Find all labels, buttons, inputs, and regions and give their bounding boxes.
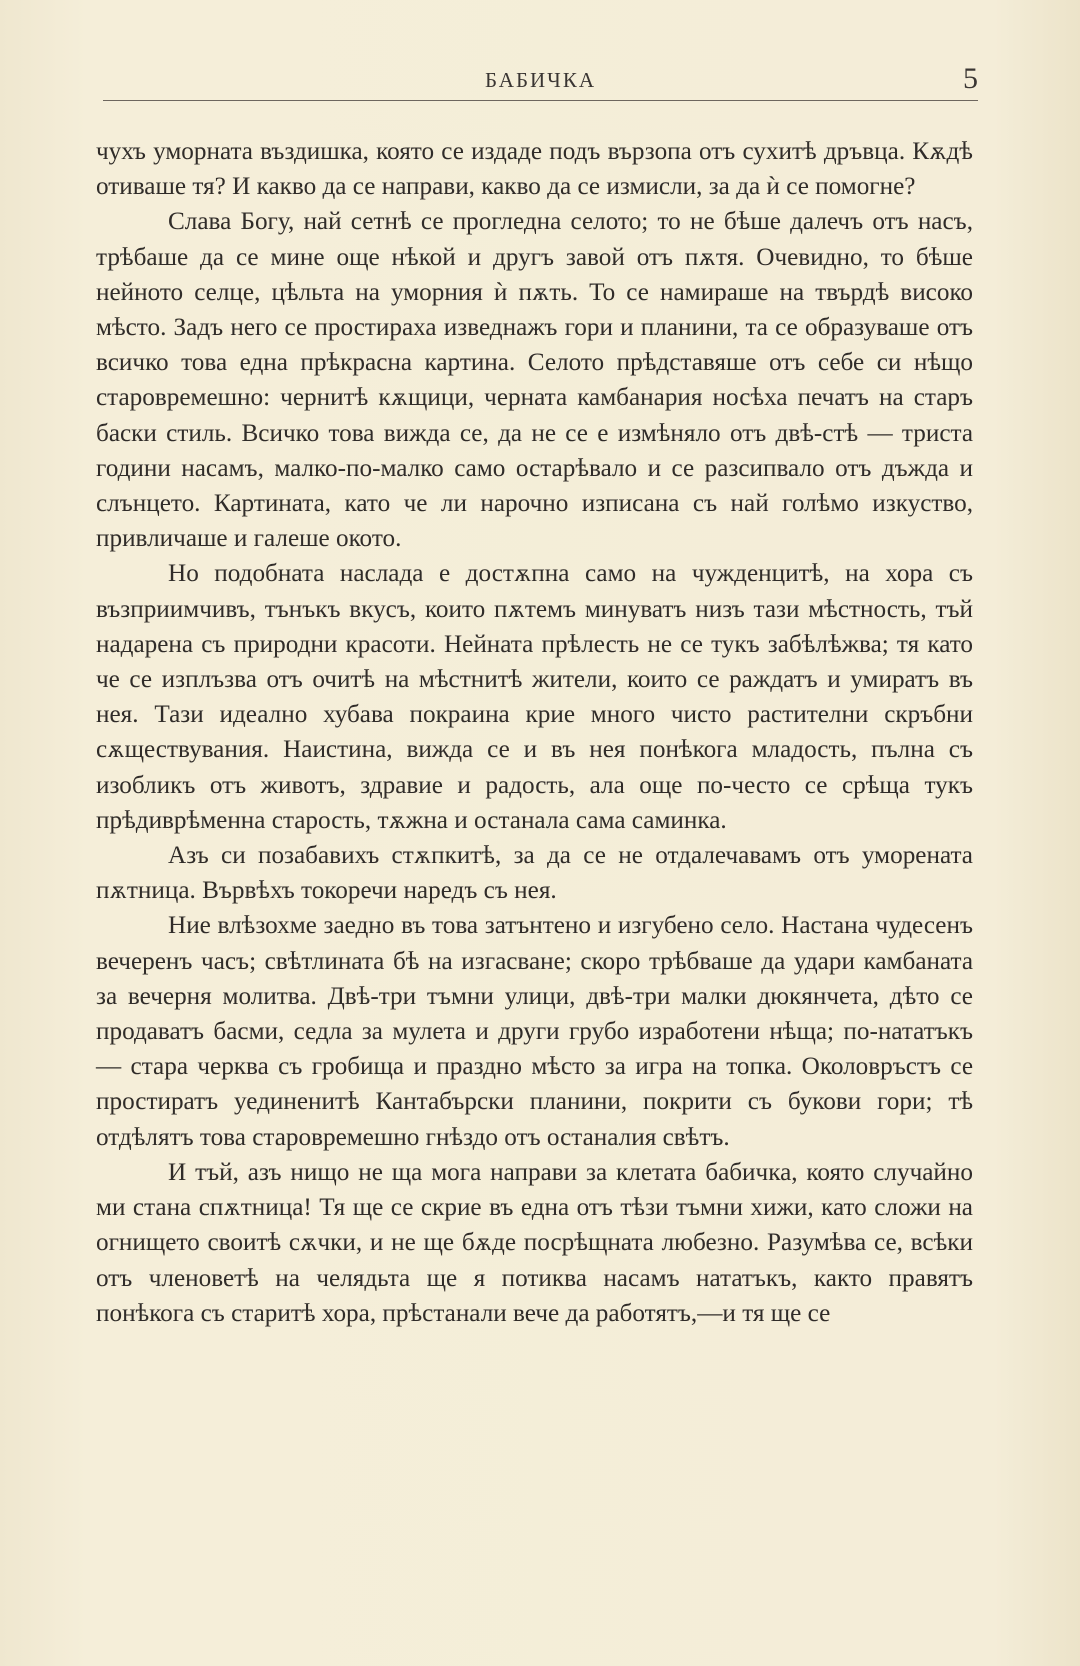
page-header	[103, 62, 978, 106]
paragraph: Слава Богу, най сетнѣ се прогледна селото; то не бѣше далечъ отъ насъ, трѣбаше да се мине още нѣкой и другъ завой отъ пѫтя. Очевидно, то бѣше нейното селце, цѣльта на уморния ѝ пѫть. То се намираше на твърдѣ високо мѣсто. Задъ него се простираха изведнажъ гори и планини, та се образуваше отъ всичко това една прѣкрасна картина. Селото прѣдставяше отъ себе си нѣщо старовремешно: чернитѣ кѫщици, черната камбанария носѣха печатъ на старъ баски стиль. Всичко това вижда се, да не се е измѣняло отъ двѣ-стѣ — триста години насамъ, малко-по-малко само остарѣвало и се разсипвало отъ дъжда и слънцето. Картината, като че ли нарочно изписана съ най голѣмо изкуство, привличаше и галеше окото.	[96, 208, 973, 553]
paragraph: Но подобната наслада е достѫпна само на чужденцитѣ, на хора съ възприимчивъ, тънъкъ вкусъ, които пѫтемъ минуватъ низъ тази мѣстность, тъй надарена съ природни красоти. Нейната прѣлесть не се тукъ забѣлѣжва; тя като че се изплъзва отъ очитѣ на мѣстнитѣ жители, които се раждатъ и умиратъ въ нея. Тази идеално хубава покраина крие много чисто растителни скръбни сѫществувания. Наистина, вижда се и въ нея понѣкога младость, пълна съ изобликъ отъ животъ, здравие и радость, ала още по-често се срѣща тукъ прѣдиврѣменна старость, тѫжна и останала сама саминка.	[96, 560, 973, 834]
paragraph: Ние влѣзохме заедно въ това затънтено и изгубено село. Настана чудесенъ вечеренъ часъ; свѣтлината бѣ на изгасване; скоро трѣбваше да удари камбаната за вечерня молитва. Двѣ-три тъмни улици, двѣ-три малки дюкянчета, дѣто се продаватъ басми, седла за мулета и други грубо изработени нѣща; по-нататъкъ — стара черква съ гробища и праздно мѣсто за игра на топка. Околовръстъ се простиратъ уединенитѣ Кантабърски планини, покрити съ букови гори; тѣ отдѣлятъ това старовремешно гнѣздо отъ останалия свѣтъ.	[96, 912, 973, 1151]
running-title: БАБИЧКА	[485, 68, 596, 92]
paragraph: Азъ си позабавихъ стѫпкитѣ, за да се не отдалечавамъ отъ уморената пѫтница. Вървѣхъ токоречи наредъ съ нея.	[96, 842, 973, 905]
paragraph: чухъ уморната въздишка, която се издаде подъ вързопа отъ сухитѣ дръвца. Кѫдѣ отиваше тя? И какво да се направи, какво да се измисли, за да ѝ се помогне?	[96, 138, 973, 201]
paragraph: И тъй, азъ нищо не ща мога направи за клетата бабичка, която случайно ми стана спѫтница! Тя ще се скрие въ една отъ тѣзи тъмни хижи, като сложи на огнището своитѣ сѫчки, и не ще бѫде посрѣщната любезно. Разумѣва се, всѣки отъ членоветѣ на челядьта ще я потиква насамъ нататъкъ, както правятъ понѣкога съ старитѣ хора, прѣстанали вече да работятъ,—и тя ще се	[96, 1158, 973, 1327]
page-number: 5	[963, 62, 978, 95]
header-rule	[103, 100, 978, 101]
body-text	[96, 134, 973, 1331]
